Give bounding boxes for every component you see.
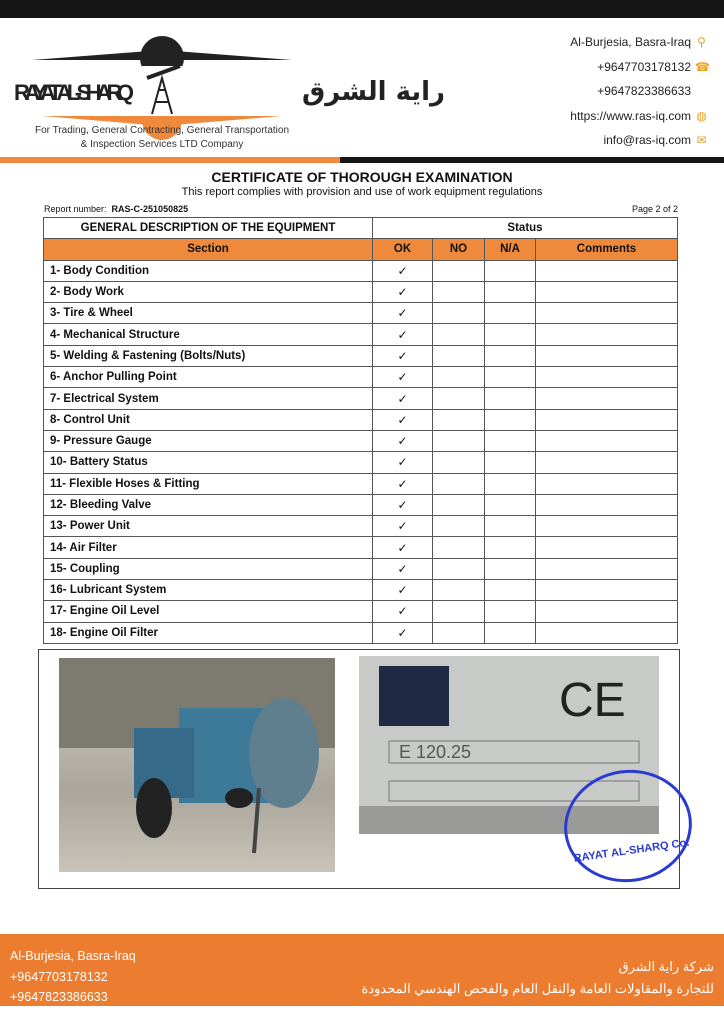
table-row [44,537,678,558]
top-bar [0,0,724,18]
na-cell [485,537,536,558]
section-label: 4- Mechanical Structure [44,324,373,345]
svg-text:E 120.25: E 120.25 [399,742,472,762]
company-stamp: RAYAT AL-SHARQ Co. [557,762,699,891]
section-label: 10- Battery Status [44,452,373,473]
section-label: 12- Bleeding Valve [44,494,373,515]
footer-company-ar: شركة راية الشرق [618,959,714,974]
page-number: Page 2 of 2 [631,204,678,214]
ok-check: ✓ [373,345,433,366]
no-cell [433,388,485,409]
tagline-line: For Trading, General Contracting, General Transportation [34,125,290,136]
table-row [44,409,678,430]
comments-cell [536,260,678,281]
no-cell [433,601,485,622]
na-cell [485,473,536,494]
section-label: 7- Electrical System [44,388,373,409]
section-label: 2- Body Work [44,281,373,302]
svg-text:راية الشرق: راية الشرق [302,77,446,107]
no-cell [433,430,485,451]
orange-stripe [0,157,340,163]
na-cell [485,430,536,451]
ok-check: ✓ [373,537,433,558]
footer-description-ar: للتجارة والمقاولات العامة والنقل العام والفحص الهندسي المحدودة [361,981,714,996]
comments-cell [536,622,678,643]
no-cell [433,281,485,302]
no-cell [433,367,485,388]
comments-cell [536,516,678,537]
document-title: CERTIFICATE OF THOROUGH EXAMINATION [211,169,513,185]
table-row [44,580,678,601]
ok-check: ✓ [373,601,433,622]
ok-check: ✓ [373,281,433,302]
na-cell [485,452,536,473]
na-cell [485,601,536,622]
ok-check: ✓ [373,516,433,537]
no-cell [433,260,485,281]
col-ok: OK [373,239,433,260]
section-label: 13- Power Unit [44,516,373,537]
ok-check: ✓ [373,260,433,281]
dark-stripe [340,157,724,163]
section-label: 14- Air Filter [44,537,373,558]
document-subtitle: This report complies with provision and use of work equipment regulations [181,186,543,198]
ok-check: ✓ [373,303,433,324]
section-label: 3- Tire & Wheel [44,303,373,324]
header-contacts [570,30,708,153]
report-number: Report number: RAS-C-251050825 [44,204,189,214]
no-cell [433,580,485,601]
ok-check: ✓ [373,409,433,430]
envelope-icon: ✉ [696,133,707,148]
ok-check: ✓ [373,622,433,643]
footer-address: Al-Burjesia, Basra-Iraq [10,949,136,963]
comments-cell [536,281,678,302]
photo-panel [38,649,691,889]
na-cell [485,409,536,430]
comments-cell [536,601,678,622]
comments-cell [536,558,678,579]
no-cell [433,558,485,579]
section-label: 6- Anchor Pulling Point [44,367,373,388]
comments-cell [536,367,678,388]
na-cell [485,324,536,345]
na-cell [485,345,536,366]
col-comments: Comments [536,239,678,260]
comments-cell [536,473,678,494]
equipment-photo [59,658,335,872]
no-cell [433,537,485,558]
na-cell [485,516,536,537]
ok-check: ✓ [373,558,433,579]
col-section: Section [44,239,373,260]
contact-phone-2[interactable]: +9647823386633 [597,84,691,98]
ok-check: ✓ [373,580,433,601]
location-pin-icon: ⚲ [697,35,706,50]
contact-website[interactable]: https://www.ras-iq.com ◍ [570,108,707,123]
table-row [44,452,678,473]
table-row [44,324,678,345]
section-label: 9- Pressure Gauge [44,430,373,451]
col-na: N/A [485,239,536,260]
phone-icon: ☎ [695,59,710,74]
ok-check: ✓ [373,388,433,409]
inspection-table [43,217,678,644]
no-cell [433,324,485,345]
section-label: 16- Lubricant System [44,580,373,601]
section-label: 17- Engine Oil Level [44,601,373,622]
section-label: 15- Coupling [44,558,373,579]
ok-check: ✓ [373,494,433,515]
status-header: Status [373,218,678,239]
no-cell [433,494,485,515]
table-row [44,303,678,324]
ok-check: ✓ [373,452,433,473]
table-row [44,367,678,388]
section-label: 18- Engine Oil Filter [44,622,373,643]
no-cell [433,473,485,494]
svg-text:RAYAT AL-SHARQ: RAYAT AL-SHARQ [14,80,134,105]
no-cell [433,452,485,473]
comments-cell [536,452,678,473]
comments-cell [536,494,678,515]
ok-check: ✓ [373,430,433,451]
table-row [44,494,678,515]
no-cell [433,409,485,430]
footer-phone-2[interactable]: +9647823386633 [10,990,108,1004]
na-cell [485,494,536,515]
comments-cell [536,430,678,451]
na-cell [485,580,536,601]
globe-icon: ◍ [696,108,707,123]
no-cell [433,622,485,643]
no-cell [433,303,485,324]
tagline-line: & Inspection Services LTD Company [80,139,244,150]
comments-cell [536,388,678,409]
table-row [44,260,678,281]
comments-cell [536,409,678,430]
comments-cell [536,580,678,601]
table-row [44,430,678,451]
table-row [44,345,678,366]
na-cell [485,622,536,643]
section-label: 11- Flexible Hoses & Fitting [44,473,373,494]
table-row [44,473,678,494]
table-row [44,281,678,302]
ok-check: ✓ [373,473,433,494]
na-cell [485,367,536,388]
contact-address: Al-Burjesia, Basra-Iraq ⚲ [570,30,708,55]
table-row [44,388,678,409]
table-row [44,601,678,622]
na-cell [485,281,536,302]
general-header: GENERAL DESCRIPTION OF THE EQUIPMENT [44,218,373,239]
section-label: 1- Body Condition [44,260,373,281]
ok-check: ✓ [373,367,433,388]
section-label: 8- Control Unit [44,409,373,430]
na-cell [485,388,536,409]
ok-check: ✓ [373,324,433,345]
no-cell [433,345,485,366]
comments-cell [536,303,678,324]
table-row [44,622,678,643]
table-row [44,516,678,537]
contact-phone-1[interactable]: +9647703178132 ☎ [597,59,710,74]
na-cell [485,303,536,324]
company-tagline [12,124,312,152]
svg-text:CE: CE [559,674,626,727]
comments-cell [536,345,678,366]
col-no: NO [433,239,485,260]
footer [0,934,724,1006]
contact-email[interactable]: info@ras-iq.com ✉ [603,133,707,148]
na-cell [485,260,536,281]
na-cell [485,558,536,579]
comments-cell [536,537,678,558]
footer-phone-1[interactable]: +9647703178132 [10,969,108,984]
section-label: 5- Welding & Fastening (Bolts/Nuts) [44,345,373,366]
no-cell [433,516,485,537]
comments-cell [536,324,678,345]
table-row [44,558,678,579]
